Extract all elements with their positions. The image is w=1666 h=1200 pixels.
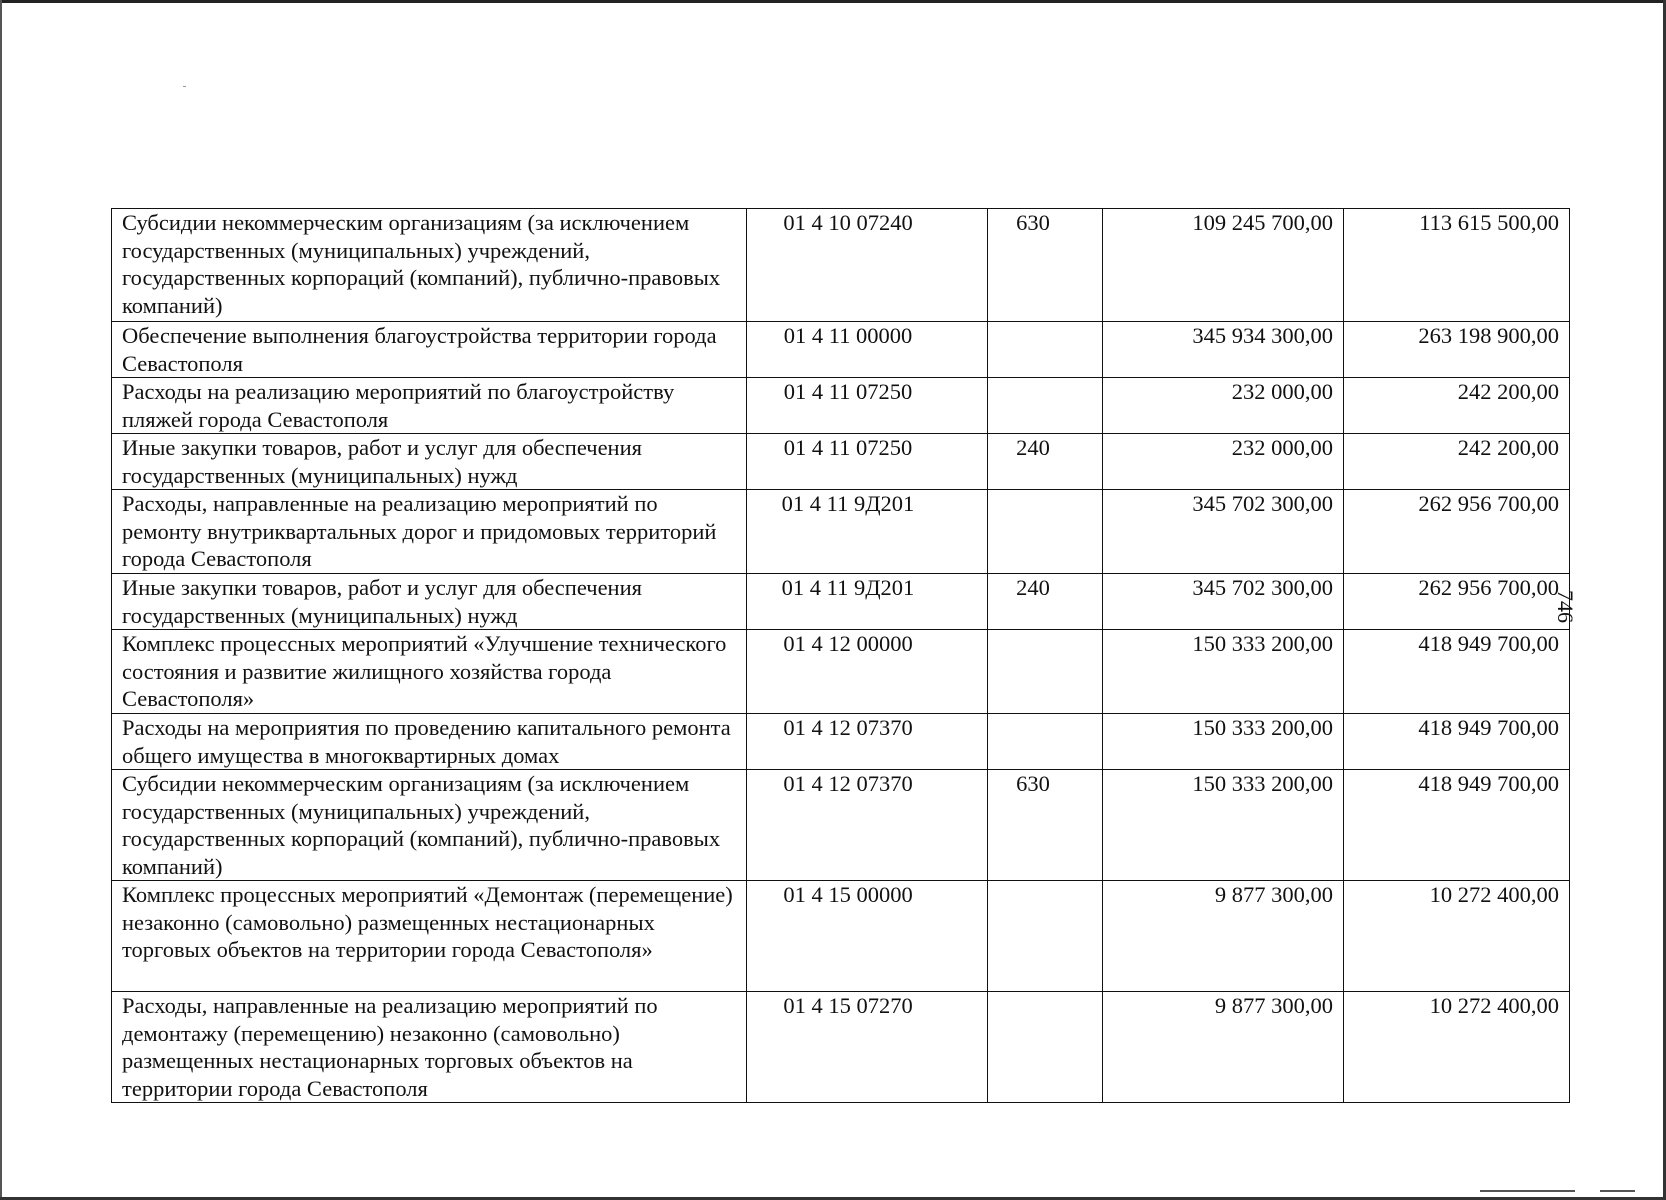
row-amount-1: 150 333 200,00 — [1103, 630, 1344, 714]
table-row — [112, 881, 1570, 992]
page-number: 746 — [1553, 590, 1578, 623]
row-code: 01 4 12 07370 — [747, 714, 988, 770]
row-amount-1: 150 333 200,00 — [1103, 770, 1344, 881]
row-amount-1: 109 245 700,00 — [1103, 209, 1344, 322]
row-type: 240 — [988, 574, 1103, 630]
row-amount-1: 150 333 200,00 — [1103, 714, 1344, 770]
table-row — [112, 378, 1570, 434]
table-row — [112, 714, 1570, 770]
row-code: 01 4 11 00000 — [747, 322, 988, 378]
row-amount-2: 262 956 700,00 — [1344, 490, 1570, 574]
row-name: Расходы, направленные на реализацию мероприятий по ремонту внутриквартальных дорог и придомовых территорий города Севастополя — [112, 490, 747, 574]
row-type — [988, 881, 1103, 992]
row-code: 01 4 10 07240 — [747, 209, 988, 322]
row-code: 01 4 15 07270 — [747, 992, 988, 1103]
row-type — [988, 630, 1103, 714]
row-amount-2: 10 272 400,00 — [1344, 881, 1570, 992]
row-type: 630 — [988, 770, 1103, 881]
row-type — [988, 378, 1103, 434]
row-amount-1: 9 877 300,00 — [1103, 881, 1344, 992]
row-type — [988, 992, 1103, 1103]
row-amount-2: 263 198 900,00 — [1344, 322, 1570, 378]
row-name: Комплекс процессных мероприятий «Демонтаж (перемещение) незаконно (самовольно) размещенных нестационарных торговых объектов на территории города Севастополя» — [112, 881, 747, 992]
row-amount-2: 242 200,00 — [1344, 434, 1570, 490]
footer-line — [1600, 1190, 1635, 1192]
budget-table — [111, 208, 1570, 1103]
table-row — [112, 209, 1570, 322]
row-name: Субсидии некоммерческим организациям (за исключением государственных (муниципальных) учреждений, государственных корпораций (компаний), публично-правовых компаний) — [112, 209, 747, 322]
row-name: Иные закупки товаров, работ и услуг для обеспечения государственных (муниципальных) нужд — [112, 574, 747, 630]
row-amount-1: 345 702 300,00 — [1103, 490, 1344, 574]
row-name: Субсидии некоммерческим организациям (за исключением государственных (муниципальных) учреждений, государственных корпораций (компаний), публично-правовых компаний) — [112, 770, 747, 881]
scan-border-top — [0, 0, 1666, 3]
row-code: 01 4 12 07370 — [747, 770, 988, 881]
table-row — [112, 434, 1570, 490]
scan-border-left — [0, 0, 2, 1200]
row-amount-1: 232 000,00 — [1103, 378, 1344, 434]
row-code: 01 4 11 07250 — [747, 434, 988, 490]
table-row — [112, 574, 1570, 630]
row-amount-2: 10 272 400,00 — [1344, 992, 1570, 1103]
scan-speck — [183, 86, 186, 87]
row-name: Расходы на мероприятия по проведению капитального ремонта общего имущества в многоквартирных домах — [112, 714, 747, 770]
row-code: 01 4 11 07250 — [747, 378, 988, 434]
table-row — [112, 770, 1570, 881]
row-type — [988, 714, 1103, 770]
footer-line — [1480, 1190, 1575, 1192]
table-row — [112, 322, 1570, 378]
row-amount-2: 418 949 700,00 — [1344, 630, 1570, 714]
row-type: 240 — [988, 434, 1103, 490]
table-row — [112, 630, 1570, 714]
row-name: Расходы, направленные на реализацию мероприятий по демонтажу (перемещению) незаконно (самовольно) размещенных нестационарных торговых объектов на территории города Севастополя — [112, 992, 747, 1103]
row-code: 01 4 12 00000 — [747, 630, 988, 714]
row-name: Иные закупки товаров, работ и услуг для обеспечения государственных (муниципальных) нужд — [112, 434, 747, 490]
row-amount-2: 262 956 700,00 — [1344, 574, 1570, 630]
row-name: Комплекс процессных мероприятий «Улучшение технического состояния и развитие жилищного хозяйства города Севастополя» — [112, 630, 747, 714]
row-code: 01 4 11 9Д201 — [747, 574, 988, 630]
row-amount-2: 113 615 500,00 — [1344, 209, 1570, 322]
row-amount-1: 345 934 300,00 — [1103, 322, 1344, 378]
row-type — [988, 490, 1103, 574]
row-amount-1: 232 000,00 — [1103, 434, 1344, 490]
row-amount-1: 345 702 300,00 — [1103, 574, 1344, 630]
table-row — [112, 992, 1570, 1103]
row-amount-2: 242 200,00 — [1344, 378, 1570, 434]
row-amount-2: 418 949 700,00 — [1344, 770, 1570, 881]
row-amount-1: 9 877 300,00 — [1103, 992, 1344, 1103]
row-type — [988, 322, 1103, 378]
row-type: 630 — [988, 209, 1103, 322]
row-code: 01 4 15 00000 — [747, 881, 988, 992]
row-amount-2: 418 949 700,00 — [1344, 714, 1570, 770]
row-name: Расходы на реализацию мероприятий по благоустройству пляжей города Севастополя — [112, 378, 747, 434]
row-code: 01 4 11 9Д201 — [747, 490, 988, 574]
row-name: Обеспечение выполнения благоустройства территории города Севастополя — [112, 322, 747, 378]
table-row — [112, 490, 1570, 574]
